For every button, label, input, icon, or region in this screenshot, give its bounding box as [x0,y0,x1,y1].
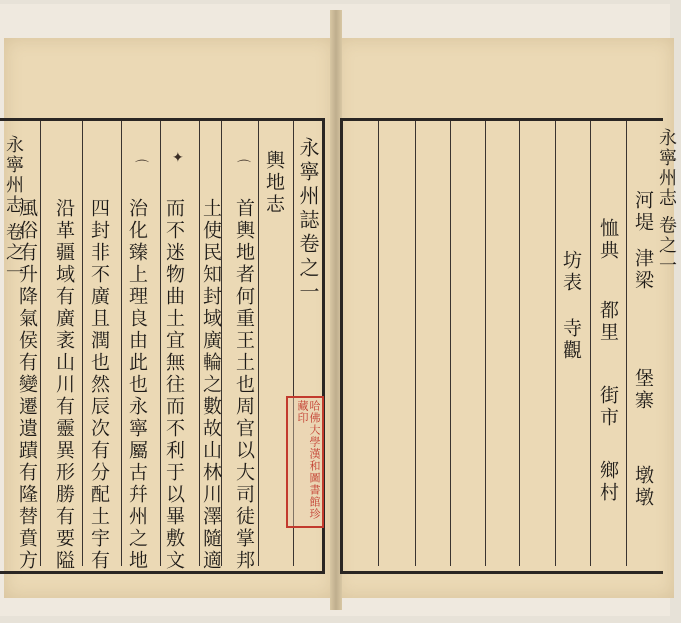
volume-title: 永寧州誌卷之一 [296,137,320,305]
toc-item: 墩墩 [632,465,654,509]
column-rule [485,121,486,566]
ornament-mark-icon: ✦ [172,150,184,166]
column-rule [626,121,627,566]
toc-item: 鄉村 [597,460,619,504]
left-edge-title: 永寧州志 卷之一 [3,135,24,283]
text-column-3: 而不迷物曲土宜無往而不利于以畢敷文 [163,198,185,572]
right-edge-title: 永寧州志 卷之一 [656,128,677,276]
ornament-mark-icon: ⌒ [135,160,149,176]
column-rule [121,121,122,566]
toc-item: 河堤 [632,190,654,234]
text-column-4: 治化臻上理良由此也永寧屬古幷州之地 [126,198,148,572]
column-rule [519,121,520,566]
column-rule [82,121,83,566]
column-rule [415,121,416,566]
text-column-6: 沿革疆域有廣袤山川有靈異形勝有要隘 [53,198,75,572]
column-rule [378,121,379,566]
ornament-mark-icon: ⌒ [237,160,251,176]
section-heading: 輿地志 [263,150,285,216]
toc-item: 都里 [597,300,619,344]
toc-item: 堡寨 [632,368,654,412]
toc-item: 寺觀 [560,318,582,362]
column-rule [160,121,161,566]
text-column-1: 首輿地者何重王土也周官以大司徒掌邦 [233,198,255,572]
text-column-5: 四封非不廣且潤也然辰次有分配土宇有 [88,198,110,572]
toc-item: 坊表 [560,250,582,294]
column-rule [40,121,41,566]
column-rule [555,121,556,566]
column-rule [590,121,591,566]
toc-item: 恤典 [597,218,619,262]
text-column-7: 風俗有升降氣侯有變遷遺蹟有隆替賁方 [16,198,38,572]
column-rule [258,121,259,566]
toc-item: 街市 [597,385,619,429]
text-column-2: 土使民知封域廣輪之數故山林川澤隨適 [200,198,222,572]
column-rule [450,121,451,566]
right-page-frame [340,118,663,574]
library-seal-stamp: 哈佛大學漢和圖書館珍藏印 [286,396,324,528]
toc-item: 津梁 [632,248,654,292]
